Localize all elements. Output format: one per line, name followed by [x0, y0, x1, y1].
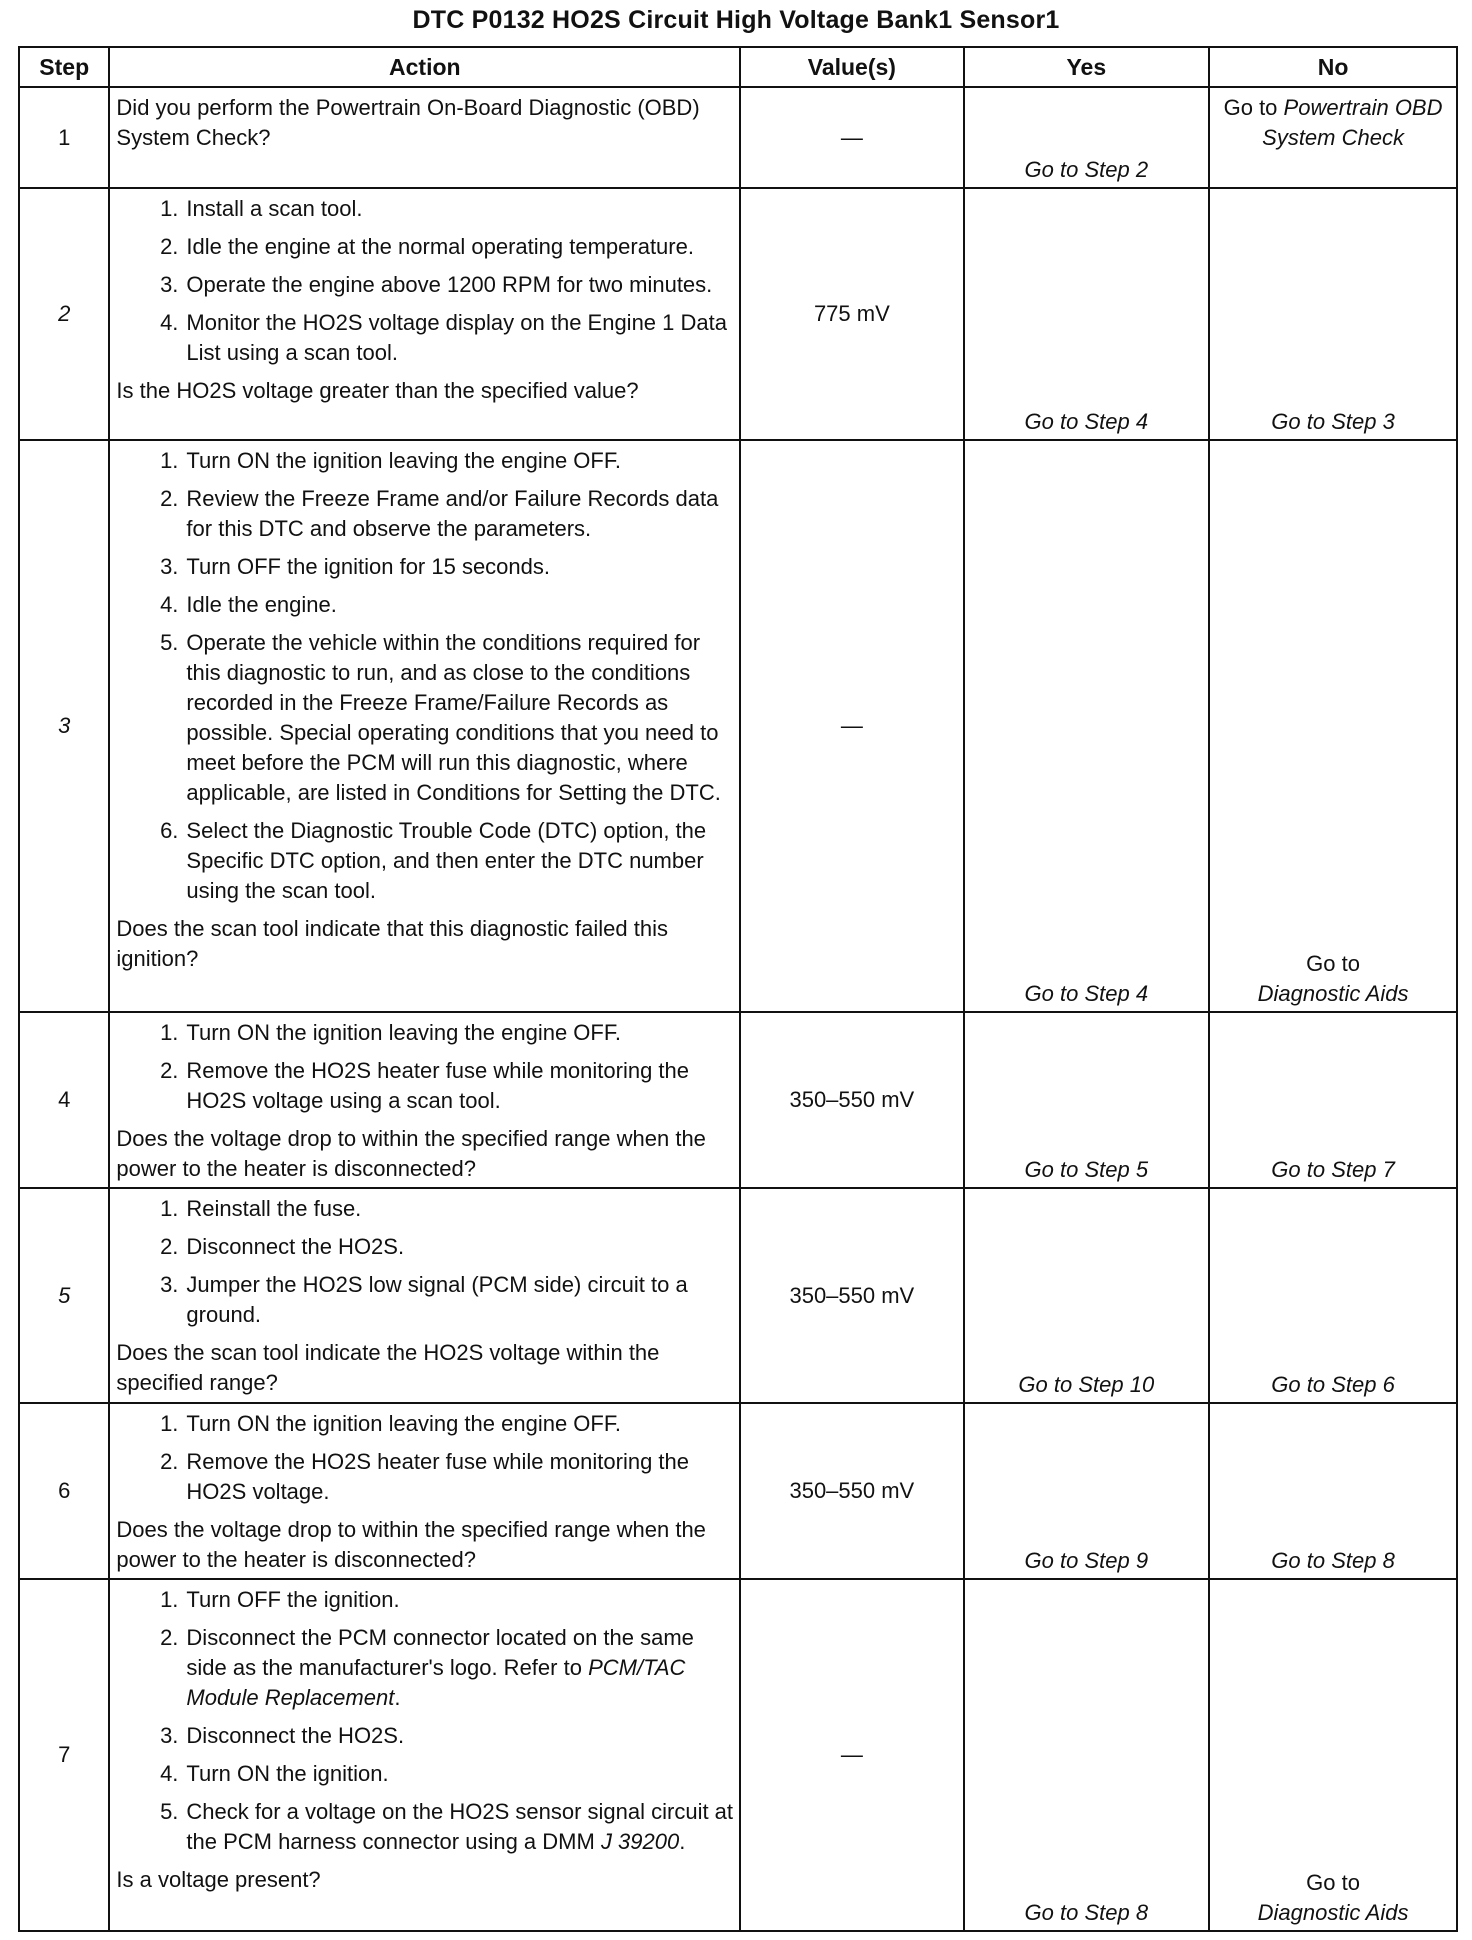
action-cell: [109, 1579, 740, 1931]
action-item: 2. Remove the HO2S heater fuse while monitoring the HO2S voltage.: [160, 1449, 690, 1504]
action-item: 1. Turn ON the ignition leaving the engine OFF.: [160, 448, 621, 473]
action-cell: [109, 188, 740, 440]
action-item: 4. Turn ON the ignition.: [160, 1761, 389, 1786]
action-item: 1. Install a scan tool.: [160, 196, 363, 221]
action-question: Does the voltage drop to within the specified range when the power to the heater is disconnected?: [116, 1126, 706, 1181]
tool-number: J 39200: [600, 1829, 680, 1854]
action-question: Is the HO2S voltage greater than the specified value?: [116, 378, 639, 403]
table-row: [19, 188, 1457, 440]
table-row: [19, 1012, 1457, 1188]
step-number: 7: [19, 1579, 109, 1931]
no-reference: Diagnostic Aids: [1257, 981, 1409, 1006]
yes-cell: Go to Step 2: [964, 87, 1210, 188]
action-item: 2. Disconnect the HO2S.: [160, 1234, 405, 1259]
action-item: 2. Review the Freeze Frame and/or Failure Records data for this DTC and observe the parameters.: [160, 486, 719, 541]
value-cell: 350–550 mV: [740, 1012, 963, 1188]
value-cell: —: [740, 1579, 963, 1931]
column-header-values: Value(s): [740, 47, 963, 87]
diagnostic-table: [18, 46, 1458, 1932]
step-number: 3: [19, 440, 109, 1012]
yes-cell: Go to Step 9: [964, 1403, 1210, 1579]
action-item: 3. Turn OFF the ignition for 15 seconds.: [160, 554, 551, 579]
column-header-yes: Yes: [964, 47, 1210, 87]
action-item: 5. Check for a voltage on the HO2S sensor signal circuit at the PCM harness connector using a DMM J 39200.: [160, 1799, 734, 1854]
reference-link-text: PCM/TAC Module Replacement: [186, 1655, 686, 1710]
step-number: 2: [19, 188, 109, 440]
step-number: 6: [19, 1403, 109, 1579]
yes-cell: Go to Step 4: [964, 188, 1210, 440]
no-reference: Powertrain OBD System Check: [1262, 95, 1443, 150]
no-cell: [1209, 1579, 1457, 1931]
yes-cell: Go to Step 5: [964, 1012, 1210, 1188]
value-cell: —: [740, 440, 963, 1012]
action-cell: [109, 87, 740, 188]
table-row: [19, 87, 1457, 188]
no-cell: Go to Step 6: [1209, 1188, 1457, 1403]
action-question: Does the voltage drop to within the specified range when the power to the heater is disconnected?: [116, 1517, 706, 1572]
yes-cell: Go to Step 10: [964, 1188, 1210, 1403]
no-cell: [1209, 440, 1457, 1012]
column-header-action: Action: [109, 47, 740, 87]
table-row: [19, 1579, 1457, 1931]
action-item: 2. Idle the engine at the normal operating temperature.: [160, 234, 694, 259]
value-cell: 775 mV: [740, 188, 963, 440]
action-item: 3. Disconnect the HO2S.: [160, 1723, 405, 1748]
no-prefix: Go to: [1306, 1870, 1360, 1895]
no-reference: Diagnostic Aids: [1257, 1900, 1409, 1925]
action-item: 1. Reinstall the fuse.: [160, 1196, 362, 1221]
step-number: 4: [19, 1012, 109, 1188]
no-cell: Go to Step 7: [1209, 1012, 1457, 1188]
action-item: 2. Remove the HO2S heater fuse while monitoring the HO2S voltage using a scan tool.: [160, 1058, 690, 1113]
action-item: 1. Turn ON the ignition leaving the engine OFF.: [160, 1411, 621, 1436]
table-row: [19, 440, 1457, 1012]
action-item: 2. Disconnect the PCM connector located on the same side as the manufacturer's logo. Refer to PCM/TAC Module Replacement.: [160, 1625, 694, 1710]
table-row: [19, 1403, 1457, 1579]
value-cell: 350–550 mV: [740, 1188, 963, 1403]
action-item: 1. Turn ON the ignition leaving the engine OFF.: [160, 1020, 621, 1045]
action-question: Does the scan tool indicate that this diagnostic failed this ignition?: [116, 916, 668, 971]
action-item: 1. Turn OFF the ignition.: [160, 1587, 400, 1612]
value-cell: —: [740, 87, 963, 188]
action-item: 5. Operate the vehicle within the conditions required for this diagnostic to run, and as close to the conditions recorded in the Freeze Frame/Failure Records as possible. Special operating conditions that you need to meet before the PCM will run this diagnostic, where applicable, are listed in Conditions for Setting the DTC.: [160, 630, 721, 805]
header-row: [19, 47, 1457, 87]
action-cell: [109, 1012, 740, 1188]
no-cell: Go to Step 8: [1209, 1403, 1457, 1579]
action-item: 4. Monitor the HO2S voltage display on the Engine 1 Data List using a scan tool.: [160, 310, 727, 365]
no-cell: [1209, 87, 1457, 188]
value-cell: 350–550 mV: [740, 1403, 963, 1579]
action-question: Does the scan tool indicate the HO2S voltage within the specified range?: [116, 1340, 660, 1395]
no-cell: Go to Step 3: [1209, 188, 1457, 440]
column-header-step: Step: [19, 47, 109, 87]
no-prefix: Go to: [1306, 951, 1360, 976]
action-question: Did you perform the Powertrain On-Board Diagnostic (OBD) System Check?: [116, 95, 700, 150]
yes-cell: Go to Step 8: [964, 1579, 1210, 1931]
step-number: 5: [19, 1188, 109, 1403]
action-item: 4. Idle the engine.: [160, 592, 337, 617]
action-question: Is a voltage present?: [116, 1867, 321, 1892]
action-item: 3. Operate the engine above 1200 RPM for two minutes.: [160, 272, 713, 297]
table-row: [19, 1188, 1457, 1403]
action-item: 6. Select the Diagnostic Trouble Code (DTC) option, the Specific DTC option, and then enter the DTC number using the scan tool.: [160, 818, 707, 903]
step-number: 1: [19, 87, 109, 188]
page-title: DTC P0132 HO2S Circuit High Voltage Bank1 Sensor1: [412, 6, 1060, 34]
action-cell: [109, 1403, 740, 1579]
action-item: 3. Jumper the HO2S low signal (PCM side) circuit to a ground.: [160, 1272, 688, 1327]
no-prefix: Go to: [1223, 95, 1278, 120]
action-cell: [109, 1188, 740, 1403]
yes-cell: Go to Step 4: [964, 440, 1210, 1012]
action-cell: [109, 440, 740, 1012]
column-header-no: No: [1209, 47, 1457, 87]
